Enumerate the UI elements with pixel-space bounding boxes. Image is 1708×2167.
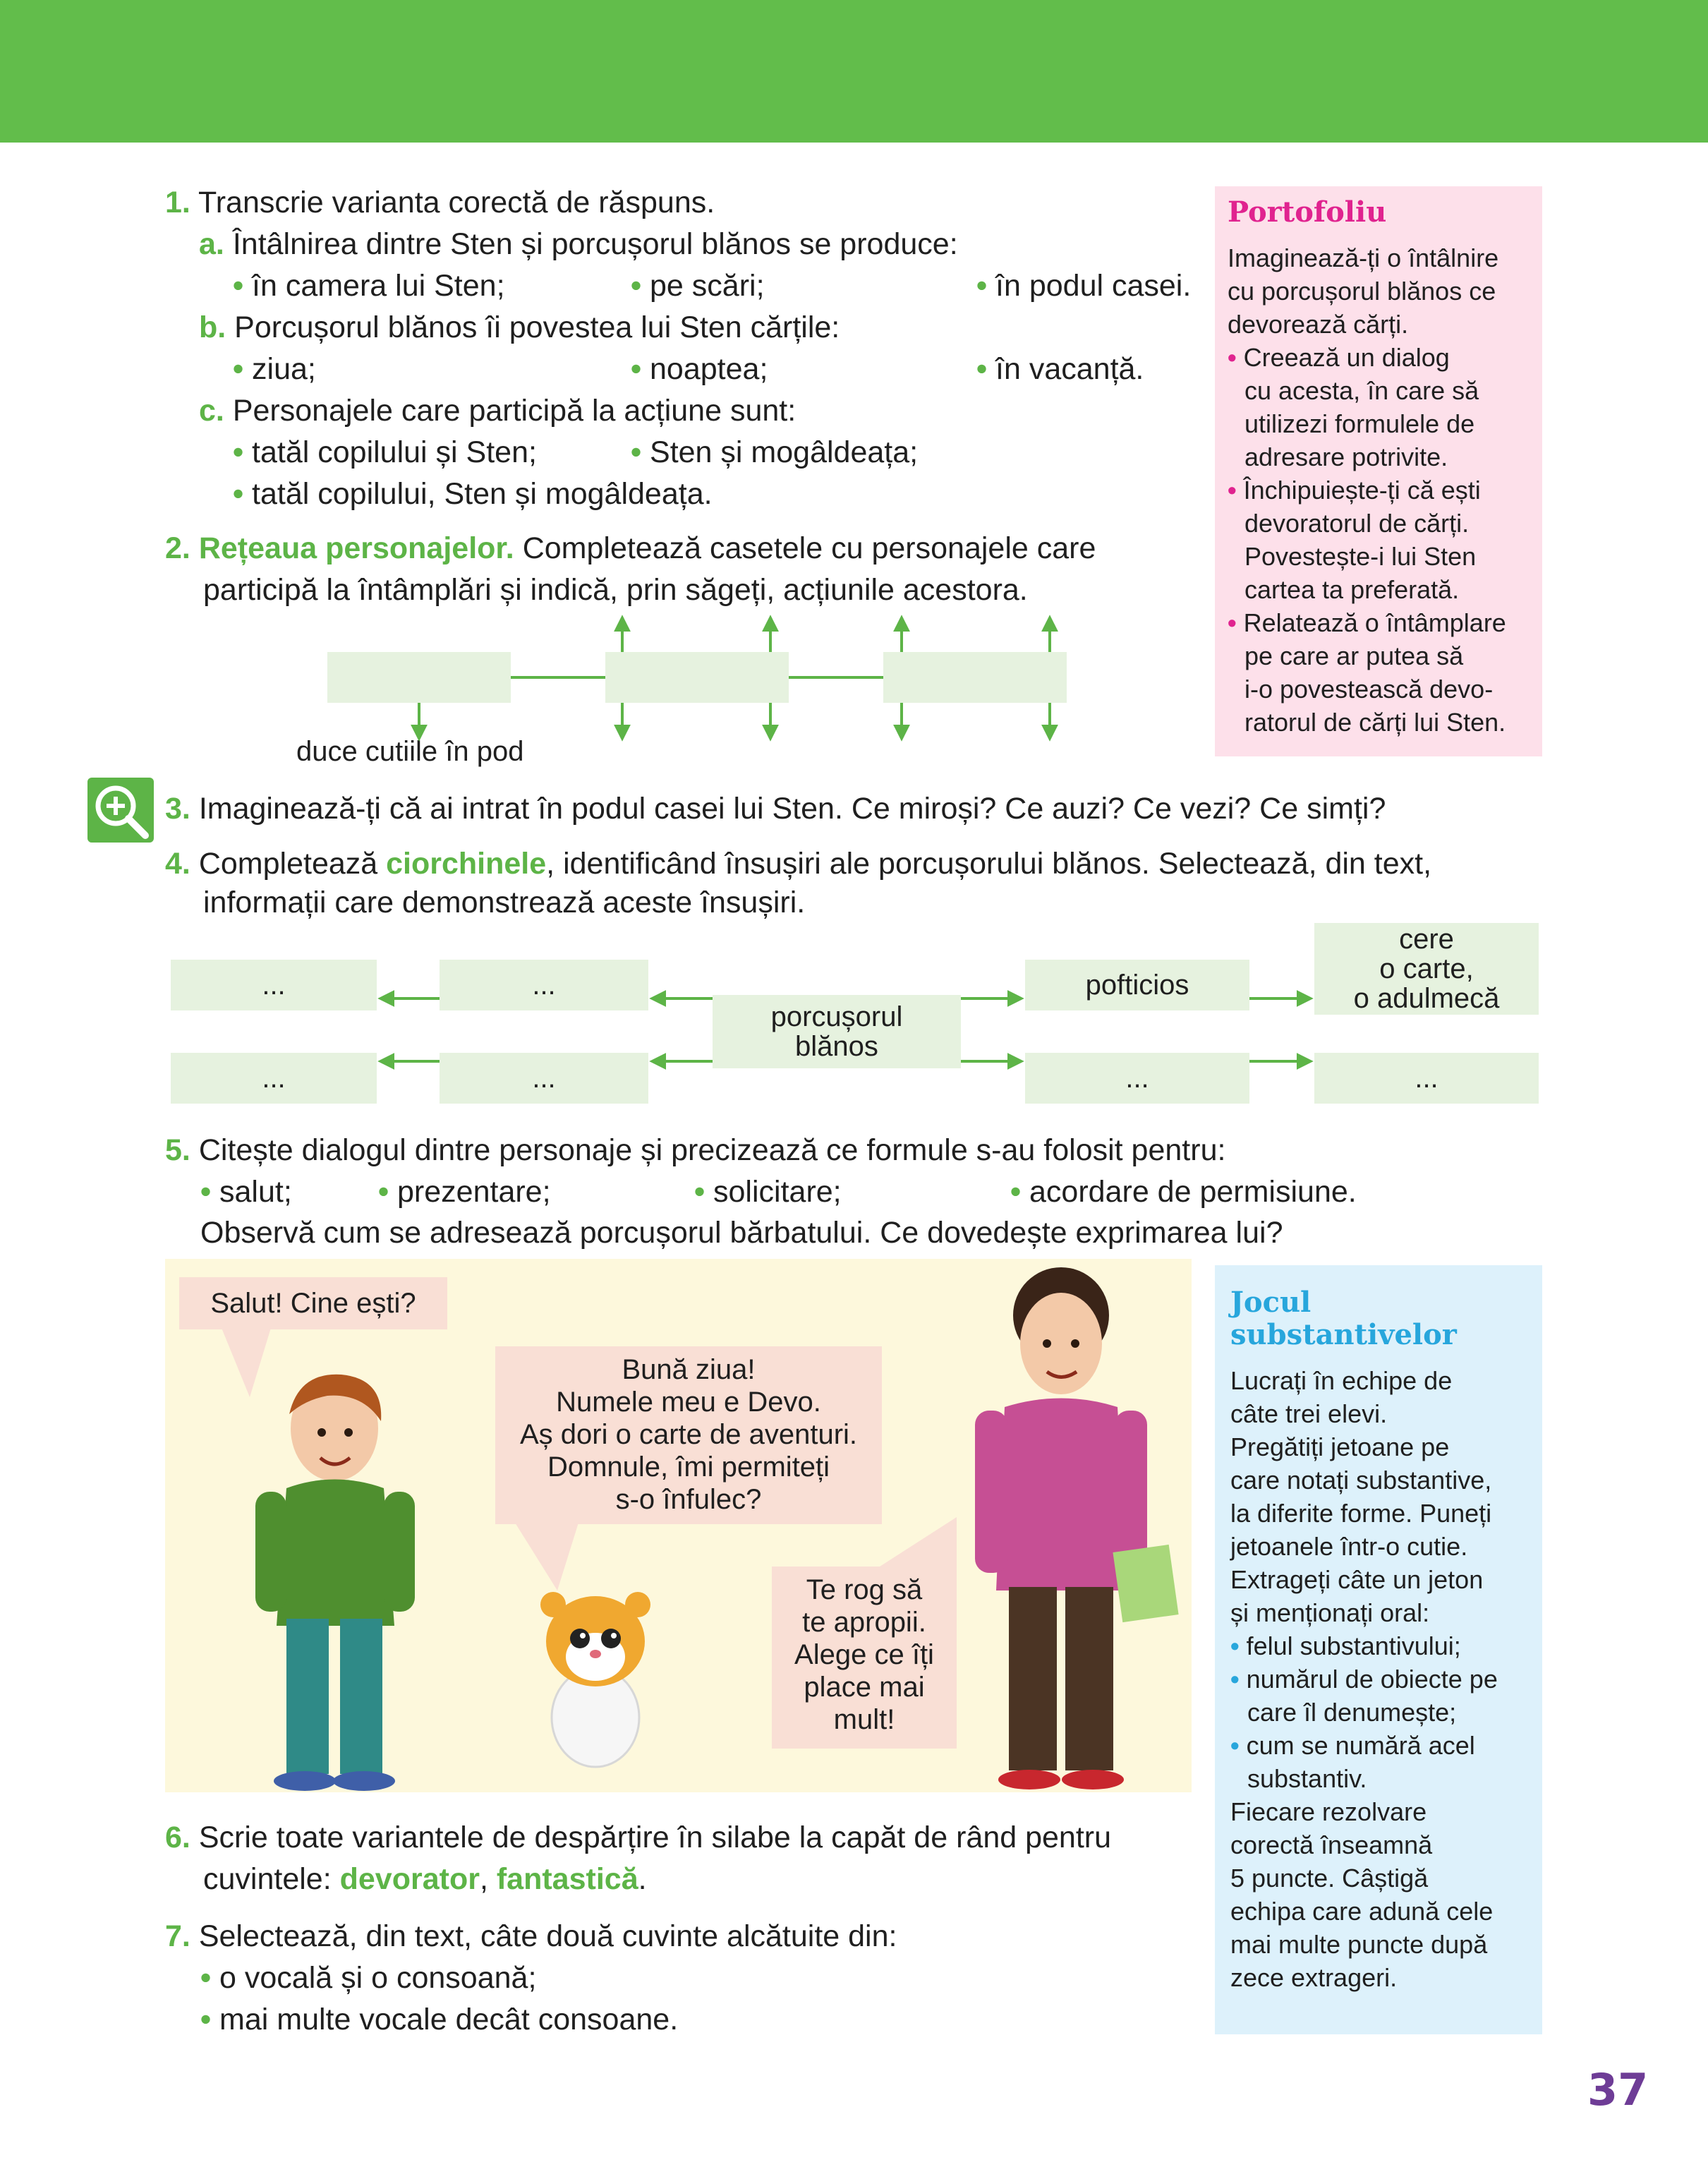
option-1b-1: • ziua; — [233, 349, 316, 390]
option-1c-1: • tatăl copilului și Sten; — [233, 432, 537, 473]
exercise-6-line1: 6. Scrie toate variantele de despărțire în silabe la capăt de rând pentru — [165, 1821, 1112, 1854]
hamster-character — [532, 1583, 659, 1774]
cluster-box-r4[interactable]: ... — [1314, 1053, 1539, 1104]
exercise-1c: c. Personajele care participă la acțiune sunt: — [199, 394, 797, 428]
option-5-1: • salut; — [200, 1171, 292, 1212]
boy-character — [243, 1365, 426, 1792]
option-1c-2: • Sten și mogâldeața; — [631, 432, 918, 473]
portofoliu-bullet-2: • Închipuiește-ți că ești devoratorul de cărți. Povestește-i lui Sten cartea ta preferată. — [1228, 473, 1530, 606]
jocul-intro: Lucrați în echipe de câte trei elevi. Pregătiți jetoane pe care notați substantive, la diferite forme. Puneți jetoanele într-o cutie. Extrageți câte un jeton și menționați oral: — [1230, 1366, 1492, 1627]
portofoliu-bullet-1: • Creează un dialog cu acesta, în care să utilizezi formulele de adresare potrivite. — [1228, 341, 1530, 473]
cluster-box-l3[interactable]: ... — [171, 1053, 377, 1104]
option-1a-2: • pe scări; — [631, 265, 765, 306]
exercise-2-line2: participă la întâmplări și indică, prin săgeți, acțiunile acestora. — [203, 573, 1028, 607]
exercise-6-line2: cuvintele: devorator, fantastică. — [203, 1862, 647, 1896]
option-1c-3: • tatăl copilului, Sten și mogâldeața. — [233, 473, 713, 514]
jocul-bullet-1: • felul substantivului; — [1230, 1629, 1527, 1662]
exercise-3: 3. Imaginează-ți că ai intrat în podul casei lui Sten. Ce miroși? Ce auzi? Ce vezi? Ce simți? — [165, 792, 1386, 826]
jocul-bullet-2: • numărul de obiecte pe care îl denumește; — [1230, 1662, 1527, 1729]
cluster-box-r1[interactable]: pofticios — [1025, 960, 1249, 1010]
cluster-box-r3[interactable]: ... — [1025, 1053, 1249, 1104]
exercise-2-line1: 2. Rețeaua personajelor. Completează casetele cu personajele care — [165, 531, 1096, 565]
speech-tail-hamster — [515, 1523, 586, 1593]
exercise-5: 5. Citește dialogul dintre personaje și precizează ce formule s-au folosit pentru: — [165, 1133, 1226, 1167]
jocul-title: Jocul substantivelor — [1230, 1286, 1457, 1351]
action-label: duce cutiile în pod — [296, 736, 524, 767]
cluster-box-l1[interactable]: ... — [171, 960, 377, 1010]
speech-bubble-boy: Salut! Cine ești? — [179, 1277, 447, 1329]
portofoliu-bullet-3: • Relatează o întâmplare pe care ar putea să i-o povestească devo- ratorul de cărți lui Sten. — [1228, 606, 1530, 739]
exercise-4-line1: 4. Completează ciorchinele, identificând însușiri ale porcușorului blănos. Selectează, din text, — [165, 847, 1432, 881]
jocul-bullet-3: • cum se numără acel substantiv. — [1230, 1729, 1527, 1795]
option-7-2: • mai multe vocale decât consoane. — [200, 1999, 678, 2040]
exercise-4-line2: informații care demonstrează aceste însușiri. — [203, 886, 806, 919]
page-number: 37 — [1587, 2064, 1649, 2115]
option-1b-2: • noaptea; — [631, 349, 768, 390]
exercise-7: 7. Selectează, din text, câte două cuvinte alcătuite din: — [165, 1919, 897, 1953]
jocul-substantivelor-box — [1215, 1265, 1542, 2034]
man-character — [941, 1266, 1188, 1792]
speech-bubble-hamster: Bună ziua! Numele meu e Devo. Aș dori o carte de aventuri. Domnule, îmi permiteți s-o înfulec? — [495, 1346, 882, 1524]
portofoliu-title: Portofoliu — [1228, 195, 1387, 229]
option-7-1: • o vocală și o consoană; — [200, 1957, 536, 1998]
cluster-box-l4[interactable]: ... — [440, 1053, 648, 1104]
exercise-1-title: 1. Transcrie varianta corectă de răspuns. — [165, 186, 715, 219]
dialog-illustration — [165, 1259, 1192, 1792]
option-5-2: • prezentare; — [378, 1171, 551, 1212]
exercise-1a: a. Întâlnirea dintre Sten și porcușorul blănos se produce: — [199, 227, 958, 261]
speech-tail-boy — [222, 1328, 278, 1399]
option-1a-3: • în podul casei. — [976, 265, 1191, 306]
cluster-center: porcușorul blănos — [713, 995, 961, 1068]
option-5-4: • acordare de permisiune. — [1010, 1171, 1357, 1212]
jocul-outro: Fiecare rezolvare corectă înseamnă 5 puncte. Câștigă echipa care adună cele mai multe puncte după zece extrageri. — [1230, 1797, 1494, 1992]
cluster-box-r2[interactable]: cere o carte, o adulmecă — [1314, 923, 1539, 1015]
portofoliu-intro: Imaginează-ți o întâlnire cu porcușorul blănos ce devorează cărți. — [1228, 243, 1499, 339]
exercise-1b: b. Porcușorul blănos îi povestea lui Sten cărțile: — [199, 310, 840, 344]
option-5-3: • solicitare; — [694, 1171, 842, 1212]
exercise-5-question: Observă cum se adresează porcușorul bărbatului. Ce dovedește exprimarea lui? — [200, 1216, 1283, 1250]
option-1b-3: • în vacanță. — [976, 349, 1144, 390]
option-1a-1: • în camera lui Sten; — [233, 265, 505, 306]
cluster-box-l2[interactable]: ... — [440, 960, 648, 1010]
speech-bubble-man: Te rog să te apropii. Alege ce îți place mai mult! — [772, 1567, 957, 1749]
speech-tail-man — [878, 1517, 957, 1568]
